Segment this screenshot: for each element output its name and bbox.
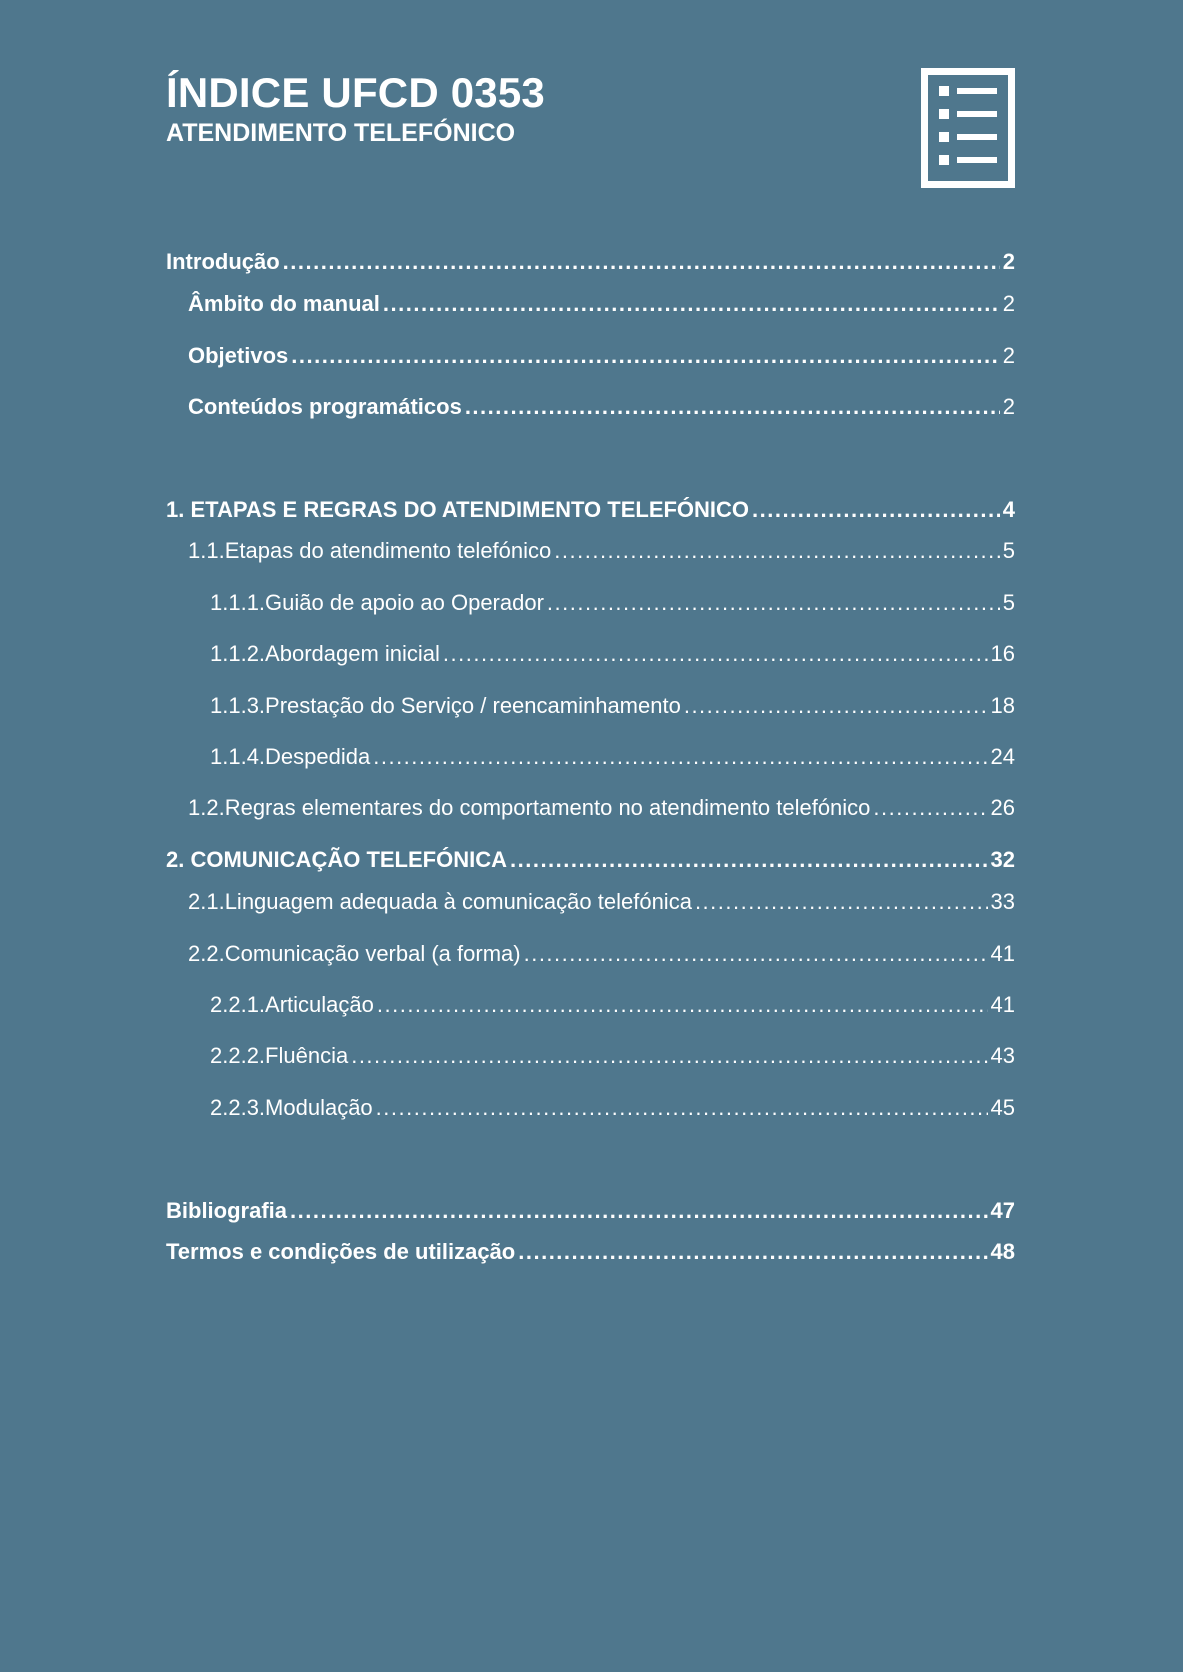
toc-entry[interactable] (166, 537, 1015, 565)
toc-entry-page: 16 (990, 641, 1015, 666)
toc-entry-label: 2.1.Linguagem adequada à comunicação telefónica (188, 889, 692, 914)
toc-entry-page: 26 (990, 795, 1015, 820)
toc-entry-label: 2.2.Comunicação verbal (a forma) (188, 941, 521, 966)
dot-leader (547, 589, 1000, 617)
toc-entry-page: 32 (990, 847, 1015, 872)
toc-entry-page: 2 (1002, 249, 1015, 274)
toc-entry-label: 1.1.2.Abordagem inicial (210, 641, 440, 666)
toc-entry[interactable] (166, 1197, 1015, 1225)
dot-leader (752, 496, 1000, 524)
toc-entry-label: 2.2.3.Modulação (210, 1095, 373, 1120)
toc-entry[interactable] (166, 1094, 1015, 1122)
toc-entry-page: 5 (1002, 538, 1015, 563)
toc-entry-page: 2 (1002, 394, 1015, 419)
toc-entry-page: 18 (990, 693, 1015, 718)
dot-leader (291, 342, 1000, 370)
page-title: ÍNDICE UFCD 0353 (166, 69, 545, 116)
toc-entry[interactable] (166, 589, 1015, 617)
dot-leader (554, 537, 999, 565)
dot-leader (376, 1094, 988, 1122)
toc-entry-label: 2.2.1.Articulação (210, 992, 374, 1017)
dot-leader (524, 940, 988, 968)
toc-entry-page: 45 (990, 1095, 1015, 1120)
toc-entry-page: 5 (1002, 590, 1015, 615)
page-subtitle: ATENDIMENTO TELEFÓNICO (166, 119, 516, 147)
header (166, 68, 1015, 198)
dot-leader (283, 248, 1000, 276)
dot-leader (873, 794, 987, 822)
toc-entry-page: 41 (990, 992, 1015, 1017)
toc-entry-label: 1. ETAPAS E REGRAS DO ATENDIMENTO TELEFÓNICO (166, 497, 750, 522)
toc-entry-label: 1.1.1.Guião de apoio ao Operador (210, 590, 544, 615)
toc-entry[interactable] (166, 496, 1015, 524)
dot-leader (351, 1042, 987, 1070)
toc-entry[interactable] (166, 342, 1015, 370)
toc-entry-label: 1.1.3.Prestação do Serviço / reencaminhamento (210, 693, 681, 718)
toc-entry[interactable] (166, 794, 1015, 822)
toc-entry-label: 2.2.2.Fluência (210, 1043, 349, 1068)
toc-entry-page: 43 (990, 1043, 1015, 1068)
toc-entry[interactable] (166, 940, 1015, 968)
toc-entry-page: 2 (1002, 343, 1015, 368)
toc-entry-page: 41 (990, 941, 1015, 966)
dot-leader (443, 640, 988, 668)
dot-leader (518, 1238, 987, 1266)
toc-entry-label: Termos e condições de utilização (166, 1239, 516, 1264)
toc-entry[interactable] (166, 290, 1015, 318)
dot-leader (695, 888, 988, 916)
toc-entry-label: 1.2.Regras elementares do comportamento no atendimento telefónico (188, 795, 871, 820)
dot-leader (684, 692, 988, 720)
toc-entry[interactable] (166, 1238, 1015, 1266)
toc-entry-page: 2 (1002, 291, 1015, 316)
toc-entry-page: 4 (1002, 497, 1015, 522)
dot-leader (290, 1197, 988, 1225)
toc-entry-label: Âmbito do manual (188, 291, 380, 316)
toc-entry-label: 1.1.Etapas do atendimento telefónico (188, 538, 552, 563)
toc-entry-page: 47 (990, 1198, 1015, 1223)
toc-entry[interactable] (166, 248, 1015, 276)
toc-entry-page: 33 (990, 889, 1015, 914)
dot-leader (377, 991, 988, 1019)
toc-entry[interactable] (166, 692, 1015, 720)
toc-entry-label: Introdução (166, 249, 280, 274)
toc-entry[interactable] (166, 393, 1015, 421)
toc-entry[interactable] (166, 846, 1015, 874)
toc-entry[interactable] (166, 888, 1015, 916)
toc-entry-page: 48 (990, 1239, 1015, 1264)
toc-entry[interactable] (166, 743, 1015, 771)
dot-leader (383, 290, 1000, 318)
dot-leader (465, 393, 1000, 421)
toc-entry-label: Objetivos (188, 343, 289, 368)
dot-leader (510, 846, 988, 874)
dot-leader (373, 743, 987, 771)
toc-entry-page: 24 (990, 744, 1015, 769)
document-list-icon (921, 68, 1015, 188)
toc-entry-label: 1.1.4.Despedida (210, 744, 371, 769)
toc-entry[interactable] (166, 1042, 1015, 1070)
toc-entry-label: Bibliografia (166, 1198, 288, 1223)
toc-entry-label: 2. COMUNICAÇÃO TELEFÓNICA (166, 847, 507, 872)
toc-entry[interactable] (166, 640, 1015, 668)
toc-page (166, 0, 1015, 1672)
toc-entry[interactable] (166, 991, 1015, 1019)
toc-entry-label: Conteúdos programáticos (188, 394, 462, 419)
